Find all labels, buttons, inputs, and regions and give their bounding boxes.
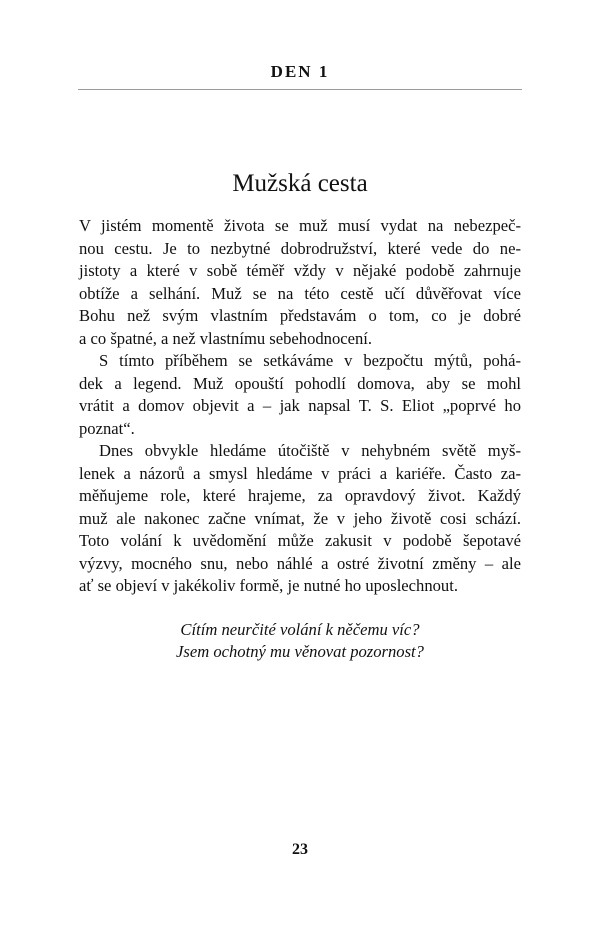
text-line: a co špatné, a než vlastnímu sebehodnocení.: [79, 328, 373, 348]
text-line: poznat“.: [79, 418, 135, 438]
text-line: obtíže a selhání. Muž se na této cestě učí důvěřovat více: [79, 283, 521, 303]
text-line: V jistém momentě života se muž musí vydat na nebezpeč-: [79, 216, 521, 235]
running-header: DEN 1: [270, 62, 330, 81]
text-line: S tímto příběhem se setkáváme v bezpočtu mýtů, pohá-: [99, 351, 521, 370]
reflection-question-1: Cítím neurčité volání k něčemu víc?: [180, 620, 420, 639]
text-line: muž ale nakonec začne vnímat, že v jeho životě cosi schází.: [79, 508, 521, 528]
paragraph-1: [79, 215, 521, 350]
text-line: vrátit a domov objevit a – jak napsal T. S. Eliot „poprvé ho: [79, 396, 521, 415]
text-line: Bohu než svým vlastním představám o tom, co je dobré: [79, 306, 521, 325]
paragraph-3: [79, 440, 521, 598]
chapter-title: Mužská cesta: [232, 170, 368, 197]
reflection-question-2: Jsem ochotný mu věnovat pozornost?: [176, 642, 424, 661]
paragraph-2: [79, 350, 521, 440]
text-line: měňujeme role, které hrajeme, za opravdový život. Každý: [79, 486, 521, 505]
text-line: dek a legend. Muž opouští pohodlí domova, aby se mohl: [79, 373, 521, 393]
text-line: nou cestu. Je to nezbytné dobrodružství, které vede do ne-: [79, 238, 521, 258]
header-divider: [78, 89, 522, 90]
text-line: lenek a názorů a smysl hledáme v práci a kariéře. Často za-: [79, 463, 521, 483]
text-line: jistoty a které v sobě téměř vždy v nějaké podobě zahrnuje: [79, 261, 521, 280]
text-line: ať se objeví v jakékoliv formě, je nutné ho uposlechnout.: [79, 576, 458, 595]
text-line: Dnes obvykle hledáme útočiště v nehybném světě myš-: [99, 441, 521, 460]
text-line: Toto volání k uvědomění může zakusit v podobě šepotavé: [79, 531, 521, 550]
body-text: [79, 215, 521, 598]
text-line: výzvy, mocného snu, nebo náhlé a ostré životní změny – ale: [79, 553, 521, 573]
page-number: 23: [292, 841, 308, 858]
